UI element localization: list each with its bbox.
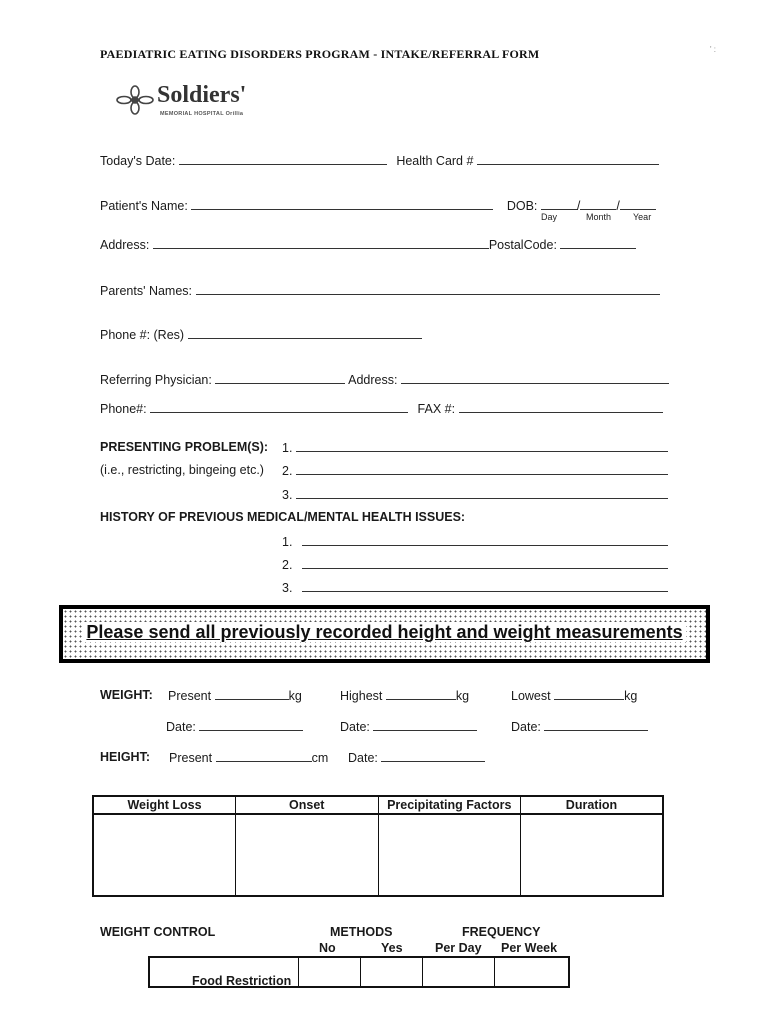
referring-physician-field[interactable] (215, 372, 345, 384)
fax-label: FAX #: (417, 402, 456, 416)
logo-wordmark: Soldiers' (157, 82, 247, 108)
dob-year-field[interactable] (620, 198, 656, 210)
banner-text: Please send all previously recorded height and weight measurements (83, 622, 685, 642)
yes-label: Yes (381, 941, 403, 955)
date-label: Date: (340, 720, 370, 734)
dob-separator: / (616, 199, 620, 213)
food-restriction-no-cell[interactable] (298, 958, 361, 986)
parents-row (100, 283, 660, 298)
presenting-problem-line-3 (282, 487, 668, 502)
patient-name-label: Patient's Name: (100, 199, 188, 213)
weight-present-field[interactable] (215, 688, 289, 700)
referring-physician-row (100, 372, 669, 387)
weight-lowest-date (511, 719, 648, 734)
weight-highest (340, 688, 469, 703)
weight-lowest-field[interactable] (554, 688, 624, 700)
food-restriction-per-week-cell[interactable] (494, 958, 569, 986)
phone-res-row (100, 327, 422, 342)
history-line-2 (282, 557, 668, 572)
presenting-problem-field[interactable] (296, 463, 668, 475)
physician-phone-row (100, 401, 663, 416)
physician-phone-field[interactable] (150, 401, 408, 413)
dob-day-caption: Day (541, 212, 558, 222)
height-date-field[interactable] (381, 750, 485, 762)
postal-code-label: PostalCode: (488, 238, 557, 252)
corner-mark: ' : (710, 45, 716, 54)
date-label: Date: (348, 751, 378, 765)
history-line-1 (282, 534, 668, 549)
column-header-onset: Onset (236, 796, 379, 814)
weight-loss-table (92, 795, 664, 897)
weight-label: WEIGHT: (100, 688, 153, 702)
per-day-label: Per Day (435, 941, 482, 955)
height-date (348, 750, 485, 765)
column-header-duration: Duration (521, 796, 664, 814)
referring-physician-label: Referring Physician: (100, 373, 212, 387)
presenting-problem-field[interactable] (296, 440, 668, 452)
form-title: PAEDIATRIC EATING DISORDERS PROGRAM - INTAKE/REFERRAL FORM (100, 47, 540, 61)
highest-label: Highest (340, 689, 383, 703)
column-header-weight-loss: Weight Loss (93, 796, 236, 814)
address-label: Address: (100, 238, 150, 252)
unit-cm: cm (311, 751, 329, 765)
unit-kg: kg (624, 689, 638, 703)
weight-control-label: WEIGHT CONTROL (100, 925, 216, 939)
history-field[interactable] (302, 534, 668, 546)
unit-kg: kg (455, 689, 470, 703)
dob-label: DOB: (506, 199, 538, 213)
duration-cell[interactable] (521, 814, 664, 896)
history-label: HISTORY OF PREVIOUS MEDICAL/MENTAL HEALTH ISSUES: (100, 510, 466, 524)
height-label: HEIGHT: (100, 750, 150, 764)
address-field[interactable] (153, 237, 489, 249)
per-week-label: Per Week (501, 941, 558, 955)
frequency-label: FREQUENCY (462, 925, 541, 939)
list-number: 2. (282, 558, 293, 572)
no-label: No (319, 941, 336, 955)
weight-highest-date (340, 719, 477, 734)
weight-lowest (511, 688, 637, 703)
flower-cross-icon (115, 84, 155, 116)
physician-address-field[interactable] (401, 372, 669, 384)
dob-month-caption: Month (586, 212, 612, 222)
logo-subtitle: MEMORIAL HOSPITAL Orillia (160, 111, 244, 117)
todays-date-label: Today's Date: (100, 154, 176, 168)
list-number: 3. (282, 581, 293, 595)
fax-field[interactable] (459, 401, 663, 413)
list-number: 1. (282, 535, 293, 549)
weight-loss-cell[interactable] (93, 814, 236, 896)
weight-present-date (166, 719, 303, 734)
onset-cell[interactable] (236, 814, 379, 896)
presenting-problem-line-2 (282, 463, 668, 478)
parents-names-label: Parents' Names: (100, 284, 193, 298)
lowest-label: Lowest (511, 689, 551, 703)
list-number: 2. (282, 464, 293, 478)
history-line-3 (282, 580, 668, 595)
dob-month-field[interactable] (580, 198, 616, 210)
phone-res-field[interactable] (188, 327, 422, 339)
weight-control-table (148, 956, 570, 988)
food-restriction-yes-cell[interactable] (360, 958, 423, 986)
weight-present-date-field[interactable] (199, 719, 303, 731)
weight-present (168, 688, 302, 703)
patient-name-field[interactable] (191, 198, 493, 210)
height-present (169, 750, 328, 765)
phone-res-label: Phone #: (Res) (100, 328, 185, 342)
height-present-field[interactable] (216, 750, 312, 762)
history-field[interactable] (302, 557, 668, 569)
food-restriction-per-day-cell[interactable] (422, 958, 495, 986)
weight-highest-field[interactable] (386, 688, 456, 700)
date-label: Date: (511, 720, 541, 734)
history-field[interactable] (302, 580, 668, 592)
methods-label: METHODS (330, 925, 393, 939)
postal-code-field[interactable] (560, 237, 636, 249)
parents-names-field[interactable] (196, 283, 660, 295)
address-row (100, 237, 636, 252)
health-card-label: Health Card # (396, 154, 474, 168)
weight-highest-date-field[interactable] (373, 719, 477, 731)
todays-date-field[interactable] (179, 153, 387, 165)
physician-phone-label: Phone#: (100, 402, 147, 416)
unit-kg: kg (288, 689, 302, 703)
measurements-banner (59, 605, 710, 663)
list-number: 1. (282, 441, 293, 455)
presenting-problem-line-1 (282, 440, 668, 455)
todays-date-row (100, 153, 659, 168)
presenting-problem-field[interactable] (296, 487, 668, 499)
list-number: 3. (282, 488, 293, 502)
dob-year-caption: Year (633, 212, 652, 222)
dob-day-field[interactable] (541, 198, 577, 210)
dob-separator: / (576, 199, 581, 213)
column-header-precipitating-factors: Precipitating Factors (378, 796, 521, 814)
weight-lowest-date-field[interactable] (544, 719, 648, 731)
present-label: Present (169, 751, 213, 765)
precipitating-factors-cell[interactable] (378, 814, 521, 896)
presenting-problems-note: (i.e., restricting, bingeing etc.) (100, 463, 264, 477)
patient-name-row (100, 198, 656, 213)
food-restriction-label: Food Restriction (192, 974, 292, 988)
date-label: Date: (166, 720, 196, 734)
present-label: Present (168, 689, 212, 703)
health-card-field[interactable] (477, 153, 659, 165)
presenting-problems-label: PRESENTING PROBLEM(S): (100, 440, 269, 454)
physician-address-label: Address: (348, 373, 398, 387)
